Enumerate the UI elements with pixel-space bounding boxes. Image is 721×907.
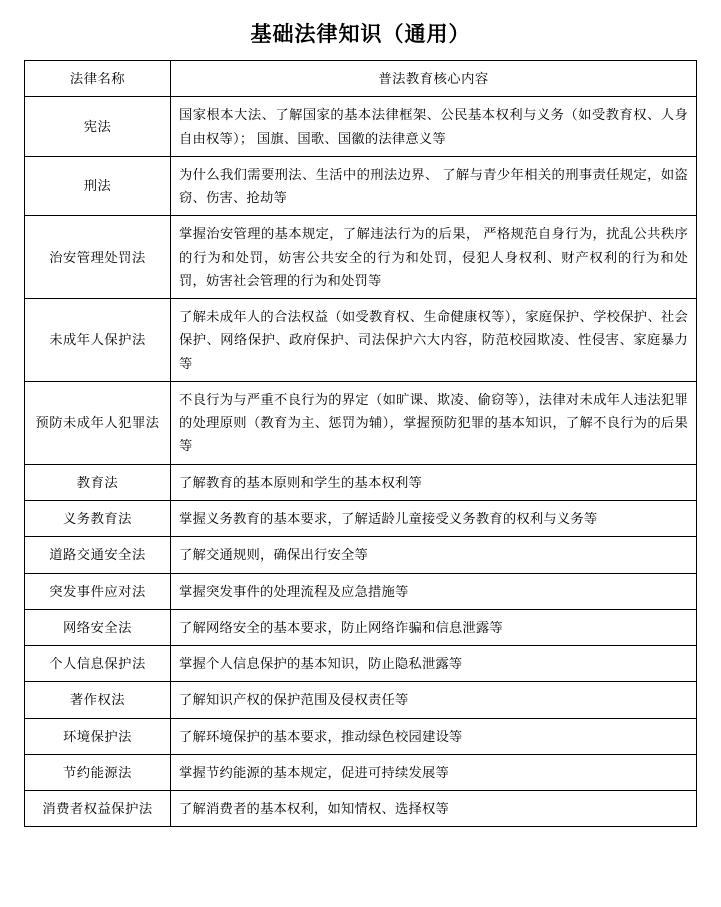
table-row xyxy=(25,609,697,645)
law-name: 著作权法 xyxy=(25,682,171,718)
table-row xyxy=(25,381,697,464)
law-name: 治安管理处罚法 xyxy=(25,216,171,299)
column-header-core-content: 普法教育核心内容 xyxy=(171,61,697,97)
table-row xyxy=(25,156,697,216)
table-row xyxy=(25,464,697,500)
law-name: 未成年人保护法 xyxy=(25,299,171,382)
law-content: 不良行为与严重不良行为的界定（如旷课、欺凌、偷窃等），法律对未成年人违法犯罪的处理原则（教育为主、惩罚为辅），掌握预防犯罪的基本知识，了解不良行为的后果等 xyxy=(171,381,697,464)
law-name: 道路交通安全法 xyxy=(25,537,171,573)
table-header-row xyxy=(25,61,697,97)
law-content: 了解未成年人的合法权益（如受教育权、生命健康权等），家庭保护、学校保护、社会保护、网络保护、政府保护、司法保护六大内容，防范校园欺凌、性侵害、家庭暴力等 xyxy=(171,299,697,382)
table-row xyxy=(25,97,697,157)
law-content: 掌握治安管理的基本规定，了解违法行为的后果， 严格规范自身行为，扰乱公共秩序的行为和处罚，妨害公共安全的行为和处罚，侵犯人身权利、财产权利的行为和处罚，妨害社会管理的行为和处罚等 xyxy=(171,216,697,299)
law-content: 了解环境保护的基本要求，推动绿色校园建设等 xyxy=(171,718,697,754)
law-name: 网络安全法 xyxy=(25,609,171,645)
law-name: 突发事件应对法 xyxy=(25,573,171,609)
table-row xyxy=(25,299,697,382)
law-content: 了解交通规则，确保出行安全等 xyxy=(171,537,697,573)
law-content: 了解知识产权的保护范围及侵权责任等 xyxy=(171,682,697,718)
page-title: 基础法律知识（通用） xyxy=(250,22,471,46)
table-row xyxy=(25,754,697,790)
law-content: 掌握义务教育的基本要求，了解适龄儿童接受义务教育的权利与义务等 xyxy=(171,500,697,536)
law-content: 了解网络安全的基本要求，防止网络诈骗和信息泄露等 xyxy=(171,609,697,645)
law-knowledge-table xyxy=(24,60,697,827)
law-name: 个人信息保护法 xyxy=(25,646,171,682)
table-row xyxy=(25,216,697,299)
law-name: 刑法 xyxy=(25,156,171,216)
table-row xyxy=(25,718,697,754)
law-name: 消费者权益保护法 xyxy=(25,791,171,827)
law-name: 宪法 xyxy=(25,97,171,157)
law-content: 掌握节约能源的基本规定，促进可持续发展等 xyxy=(171,754,697,790)
table-row xyxy=(25,646,697,682)
law-name: 环境保护法 xyxy=(25,718,171,754)
table-row xyxy=(25,537,697,573)
law-content: 掌握个人信息保护的基本知识，防止隐私泄露等 xyxy=(171,646,697,682)
law-content: 为什么我们需要刑法、生活中的刑法边界、 了解与青少年相关的刑事责任规定，如盗窃、伤害、抢劫等 xyxy=(171,156,697,216)
law-content: 了解消费者的基本权利，如知情权、选择权等 xyxy=(171,791,697,827)
table-row xyxy=(25,791,697,827)
table-row xyxy=(25,573,697,609)
law-content: 了解教育的基本原则和学生的基本权利等 xyxy=(171,464,697,500)
law-name: 教育法 xyxy=(25,464,171,500)
law-name: 义务教育法 xyxy=(25,500,171,536)
column-header-law-name: 法律名称 xyxy=(25,61,171,97)
law-content: 掌握突发事件的处理流程及应急措施等 xyxy=(171,573,697,609)
law-content: 国家根本大法、了解国家的基本法律框架、公民基本权利与义务（如受教育权、人身自由权等）； 国旗、国歌、国徽的法律意义等 xyxy=(171,97,697,157)
law-name: 预防未成年人犯罪法 xyxy=(25,381,171,464)
table-row xyxy=(25,500,697,536)
law-name: 节约能源法 xyxy=(25,754,171,790)
table-row xyxy=(25,682,697,718)
document-page xyxy=(0,18,721,827)
